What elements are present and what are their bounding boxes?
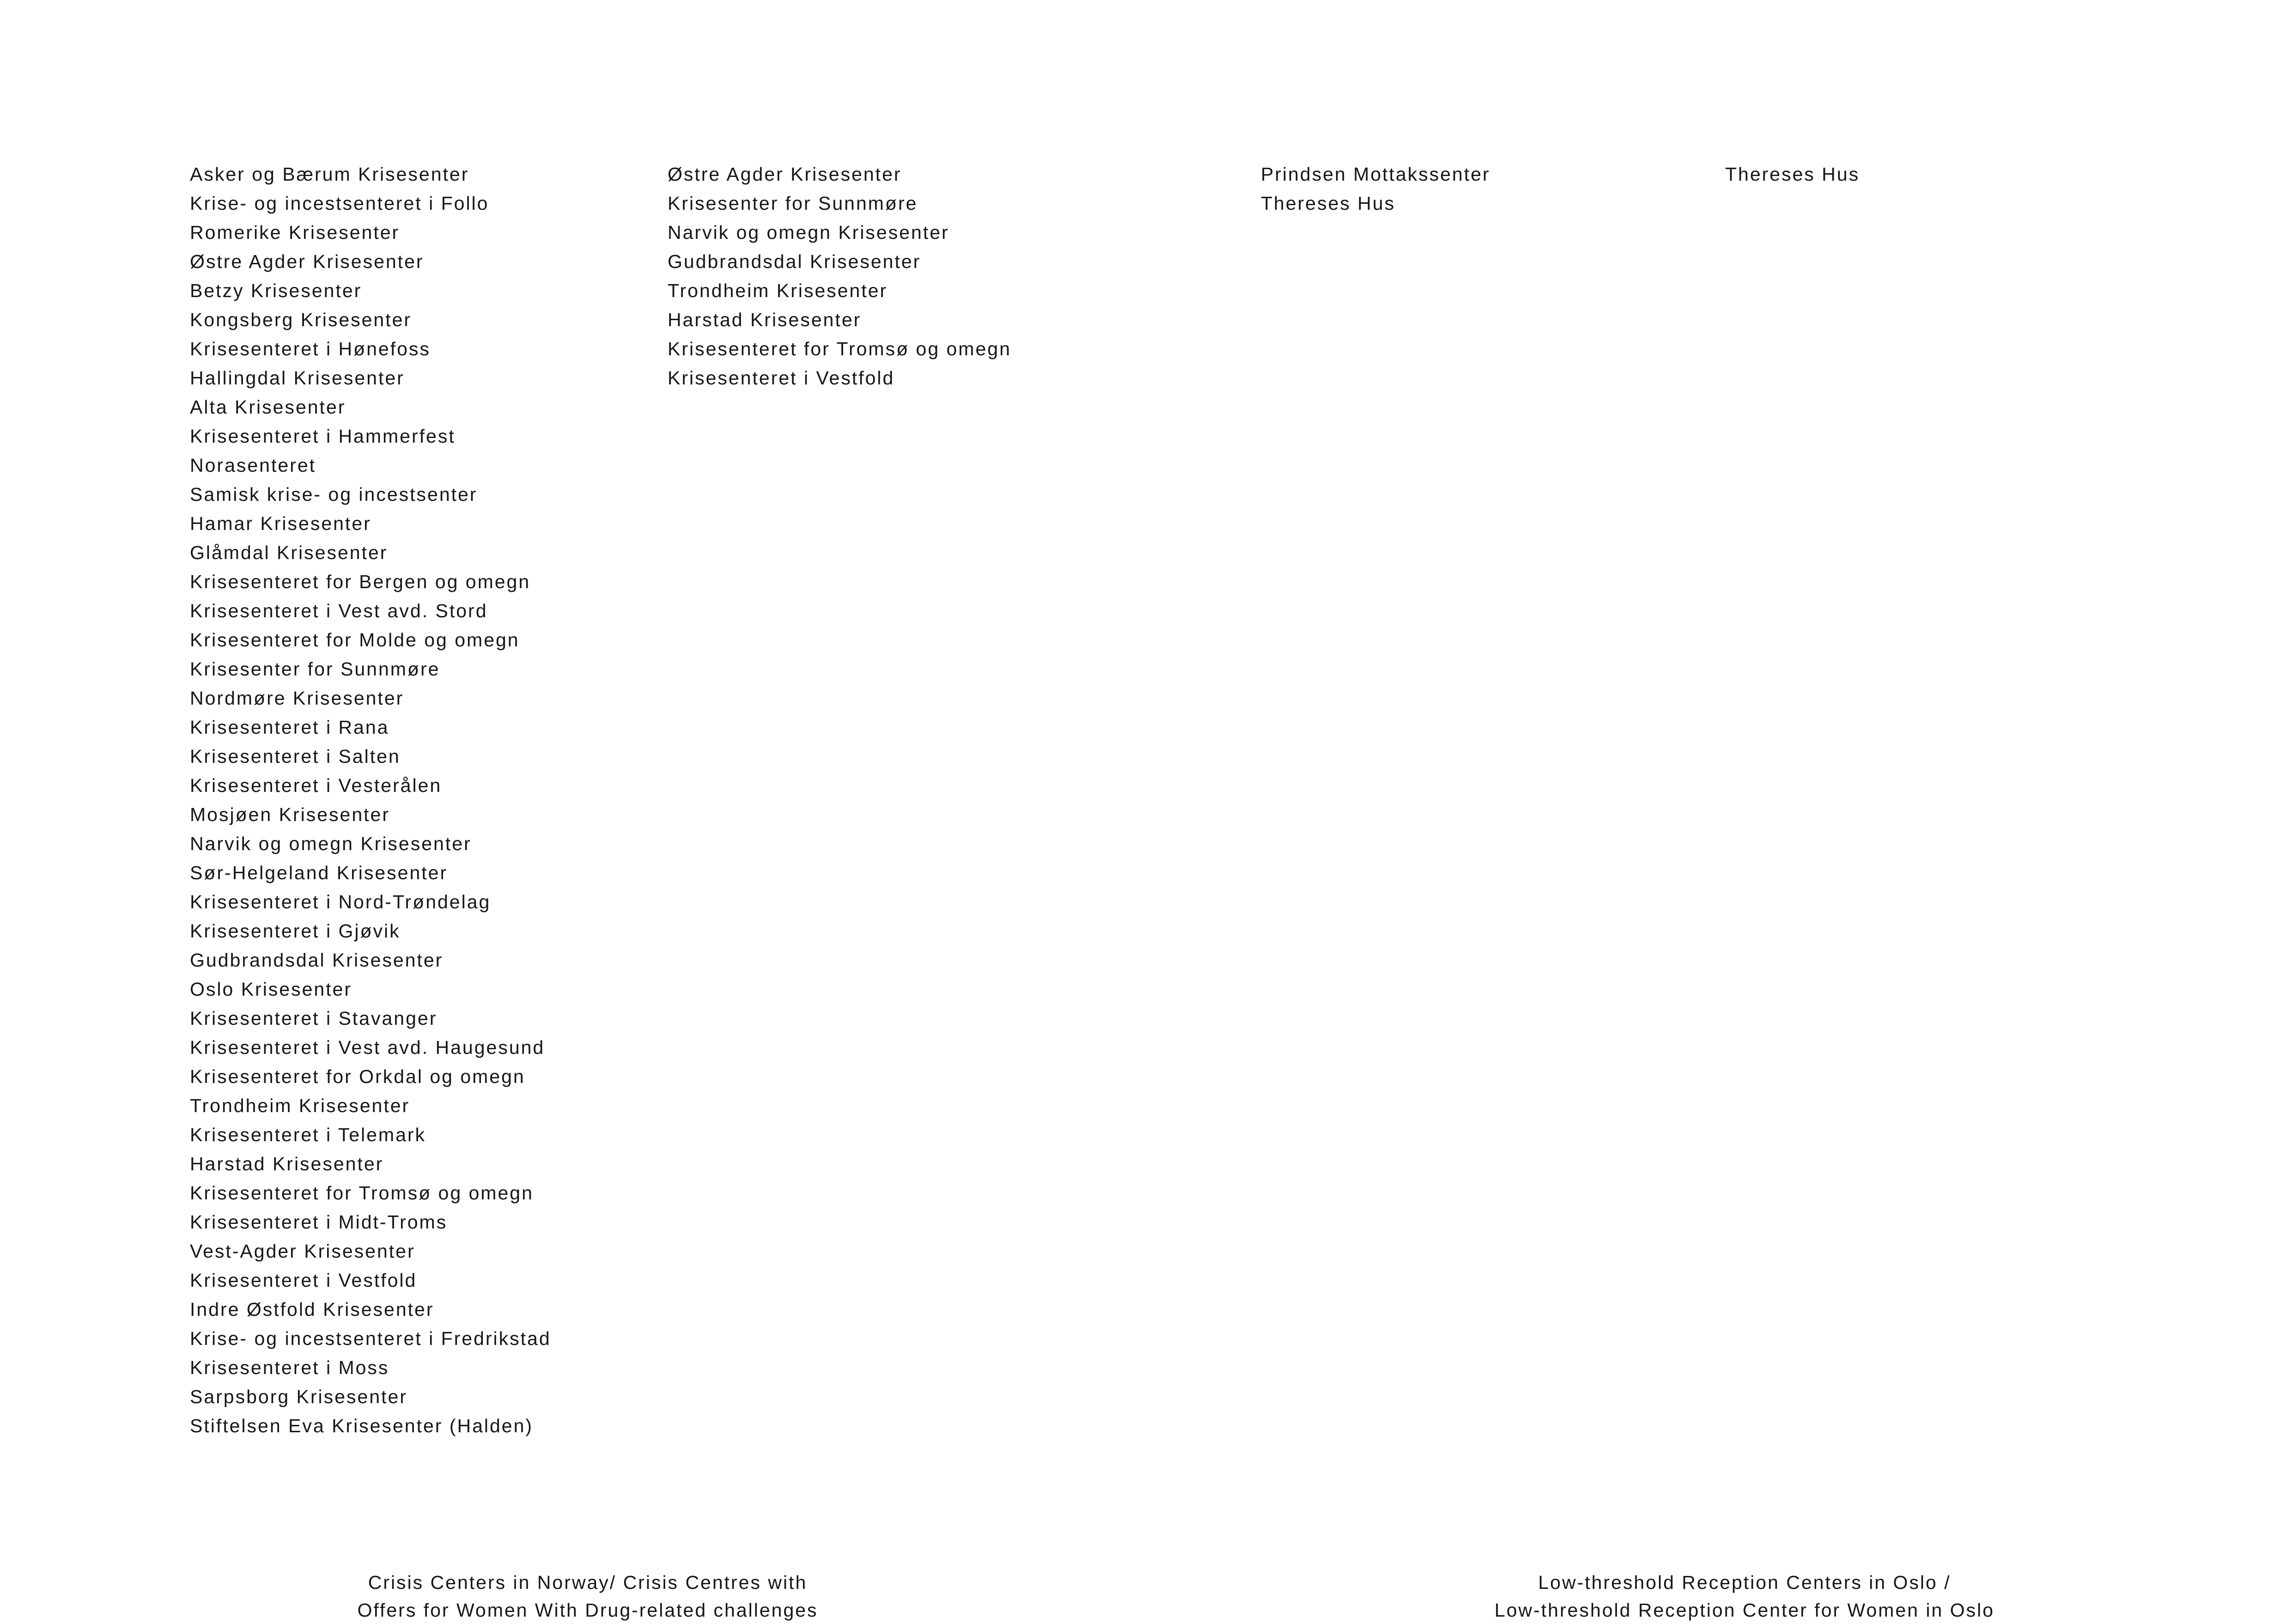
list-item: Gudbrandsdal Krisesenter — [190, 949, 444, 971]
list-item: Krisesenteret for Bergen og omegn — [190, 571, 531, 592]
list-item: Glåmdal Krisesenter — [190, 542, 388, 563]
list-item: Krisesenteret i Vestfold — [668, 367, 895, 389]
list-item: Krisesenteret i Moss — [190, 1357, 389, 1378]
list-item: Krisesenteret for Tromsø og omegn — [668, 338, 1011, 359]
list-item: Krise- og incestsenteret i Fredrikstad — [190, 1328, 551, 1349]
list-item: Krisesenteret i Vest avd. Stord — [190, 600, 488, 621]
list-item: Hamar Krisesenter — [190, 513, 371, 534]
list-item: Krisesenteret i Vest avd. Haugesund — [190, 1037, 545, 1058]
list-item: Prindsen Mottakssenter — [1261, 164, 1490, 185]
list-item: Krisesenteret for Orkdal og omegn — [190, 1066, 525, 1087]
caption-low-threshold-centers-line-2: Low-threshold Reception Center for Women in Oslo — [1494, 1600, 1995, 1621]
list-item: Oslo Krisesenter — [190, 979, 353, 1000]
list-item: Romerike Krisesenter — [190, 222, 400, 243]
list-item: Asker og Bærum Krisesenter — [190, 164, 469, 185]
caption-low-threshold-centers-line-1: Low-threshold Reception Centers in Oslo / — [1538, 1572, 1951, 1593]
list-item: Krisesenteret i Rana — [190, 717, 389, 738]
list-item: Krisesenteret i Vesterålen — [190, 775, 442, 796]
list-item: Krisesenteret i Vestfold — [190, 1270, 417, 1291]
list-item: Sør-Helgeland Krisesenter — [190, 862, 448, 883]
list-item: Krisesenter for Sunnmøre — [668, 193, 918, 214]
list-item: Gudbrandsdal Krisesenter — [668, 251, 921, 272]
list-item: Krise- og incestsenteret i Follo — [190, 193, 489, 214]
list-item: Mosjøen Krisesenter — [190, 804, 390, 825]
list-low-threshold-reception-centers-oslo — [1261, 160, 1490, 218]
list-item: Nordmøre Krisesenter — [190, 687, 404, 709]
list-crisis-centres-women-drug-challenges — [668, 160, 1011, 393]
list-item: Østre Agder Krisesenter — [190, 251, 424, 272]
list-low-threshold-reception-center-women-oslo — [1725, 160, 1860, 189]
list-item: Hallingdal Krisesenter — [190, 367, 405, 389]
list-item: Narvik og omegn Krisesenter — [190, 833, 472, 854]
caption-low-threshold-centers — [1398, 1569, 2091, 1624]
list-item: Krisesenteret i Salten — [190, 746, 401, 767]
list-item: Alta Krisesenter — [190, 396, 346, 418]
list-item: Indre Østfold Krisesenter — [190, 1299, 434, 1320]
list-item: Samisk krise- og incestsenter — [190, 484, 478, 505]
list-item: Harstad Krisesenter — [668, 309, 862, 330]
list-item: Thereses Hus — [1261, 193, 1396, 214]
list-item: Østre Agder Krisesenter — [668, 164, 902, 185]
list-item: Krisesenteret i Stavanger — [190, 1008, 438, 1029]
list-item: Krisesenteret i Gjøvik — [190, 920, 401, 942]
list-item: Krisesenteret i Hønefoss — [190, 338, 431, 359]
list-item: Betzy Krisesenter — [190, 280, 362, 301]
list-item: Norasenteret — [190, 455, 316, 476]
list-item: Krisesenteret i Nord-Trøndelag — [190, 891, 491, 912]
list-item: Thereses Hus — [1725, 164, 1860, 185]
list-item: Kongsberg Krisesenter — [190, 309, 412, 330]
list-item: Krisesenteret for Molde og omegn — [190, 629, 520, 651]
list-item: Trondheim Krisesenter — [668, 280, 888, 301]
caption-crisis-centers-line-2: Offers for Women With Drug-related challenges — [357, 1600, 818, 1621]
list-crisis-centers-norway — [190, 160, 551, 1441]
list-item: Narvik og omegn Krisesenter — [668, 222, 949, 243]
list-item: Krisesenter for Sunnmøre — [190, 658, 440, 680]
caption-crisis-centers — [264, 1569, 911, 1624]
list-item: Trondheim Krisesenter — [190, 1095, 410, 1116]
caption-crisis-centers-line-1: Crisis Centers in Norway/ Crisis Centres with — [368, 1572, 808, 1593]
list-item: Krisesenteret i Midt-Troms — [190, 1211, 448, 1233]
list-item: Krisesenteret for Tromsø og omegn — [190, 1182, 534, 1204]
list-item: Krisesenteret i Hammerfest — [190, 426, 456, 447]
list-item: Harstad Krisesenter — [190, 1153, 384, 1174]
list-item: Krisesenteret i Telemark — [190, 1124, 426, 1145]
list-item: Stiftelsen Eva Krisesenter (Halden) — [190, 1415, 534, 1436]
list-item: Sarpsborg Krisesenter — [190, 1386, 407, 1407]
list-item: Vest-Agder Krisesenter — [190, 1241, 415, 1262]
